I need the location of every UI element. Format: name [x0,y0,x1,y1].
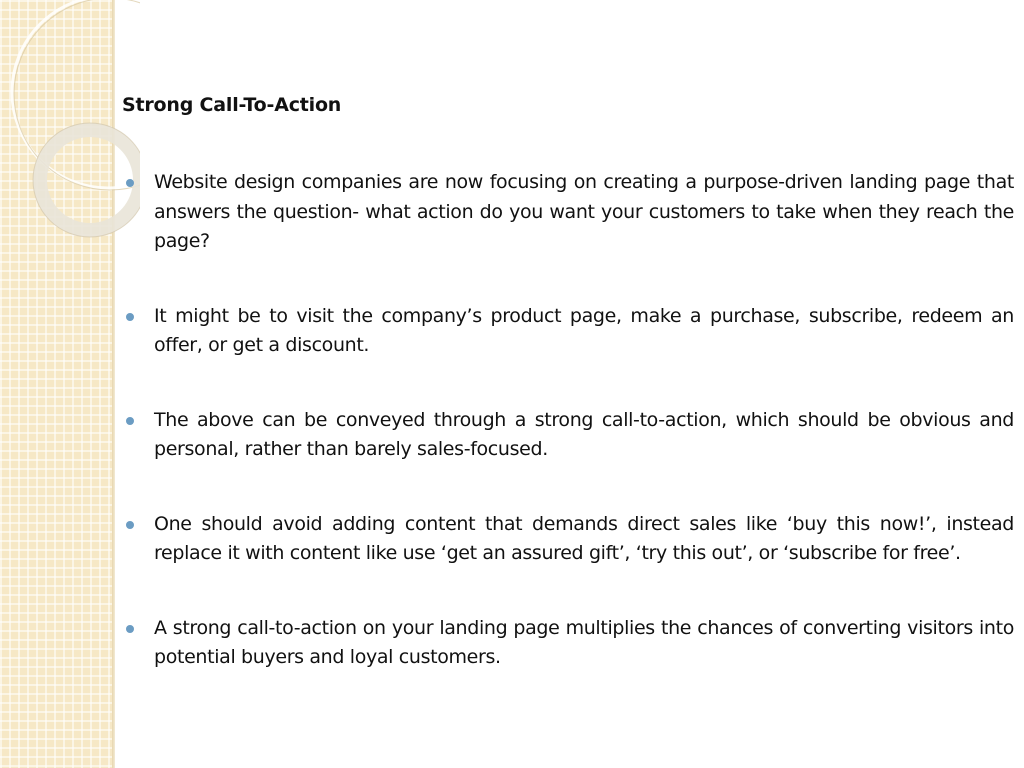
bullet-item [122,614,1014,673]
bullet-text: One should avoid adding content that demands direct sales like ‘buy this now!’, instead replace it with content like use ‘get an assured gift’, ‘try this out’, or ‘subscribe for free’. [154,512,1014,564]
bullet-dot-icon [126,625,134,633]
bullet-item [122,510,1014,569]
bullet-list [122,168,1014,718]
bullet-text: The above can be conveyed through a strong call-to-action, which should be obvious and personal, rather than barely sales-focused. [154,408,1014,460]
bullet-item [122,406,1014,465]
large-ring [12,0,140,188]
bullet-dot-icon [126,417,134,425]
bullet-item [122,302,1014,361]
decorative-rings [0,0,140,260]
bullet-dot-icon [126,313,134,321]
bullet-text: It might be to visit the company’s product page, make a purchase, subscribe, redeem an offer, or get a discount. [154,304,1014,356]
slide-title: Strong Call-To-Action [122,94,342,116]
bullet-item [122,168,1014,257]
bullet-dot-icon [126,179,134,187]
bullet-text: Website design companies are now focusing on creating a purpose-driven landing page that answers the question- what action do you want your customers to take when they reach the page? [154,171,1014,252]
bullet-dot-icon [126,521,134,529]
bullet-text: A strong call-to-action on your landing page multiplies the chances of converting visitors into potential buyers and loyal customers. [154,616,1014,668]
